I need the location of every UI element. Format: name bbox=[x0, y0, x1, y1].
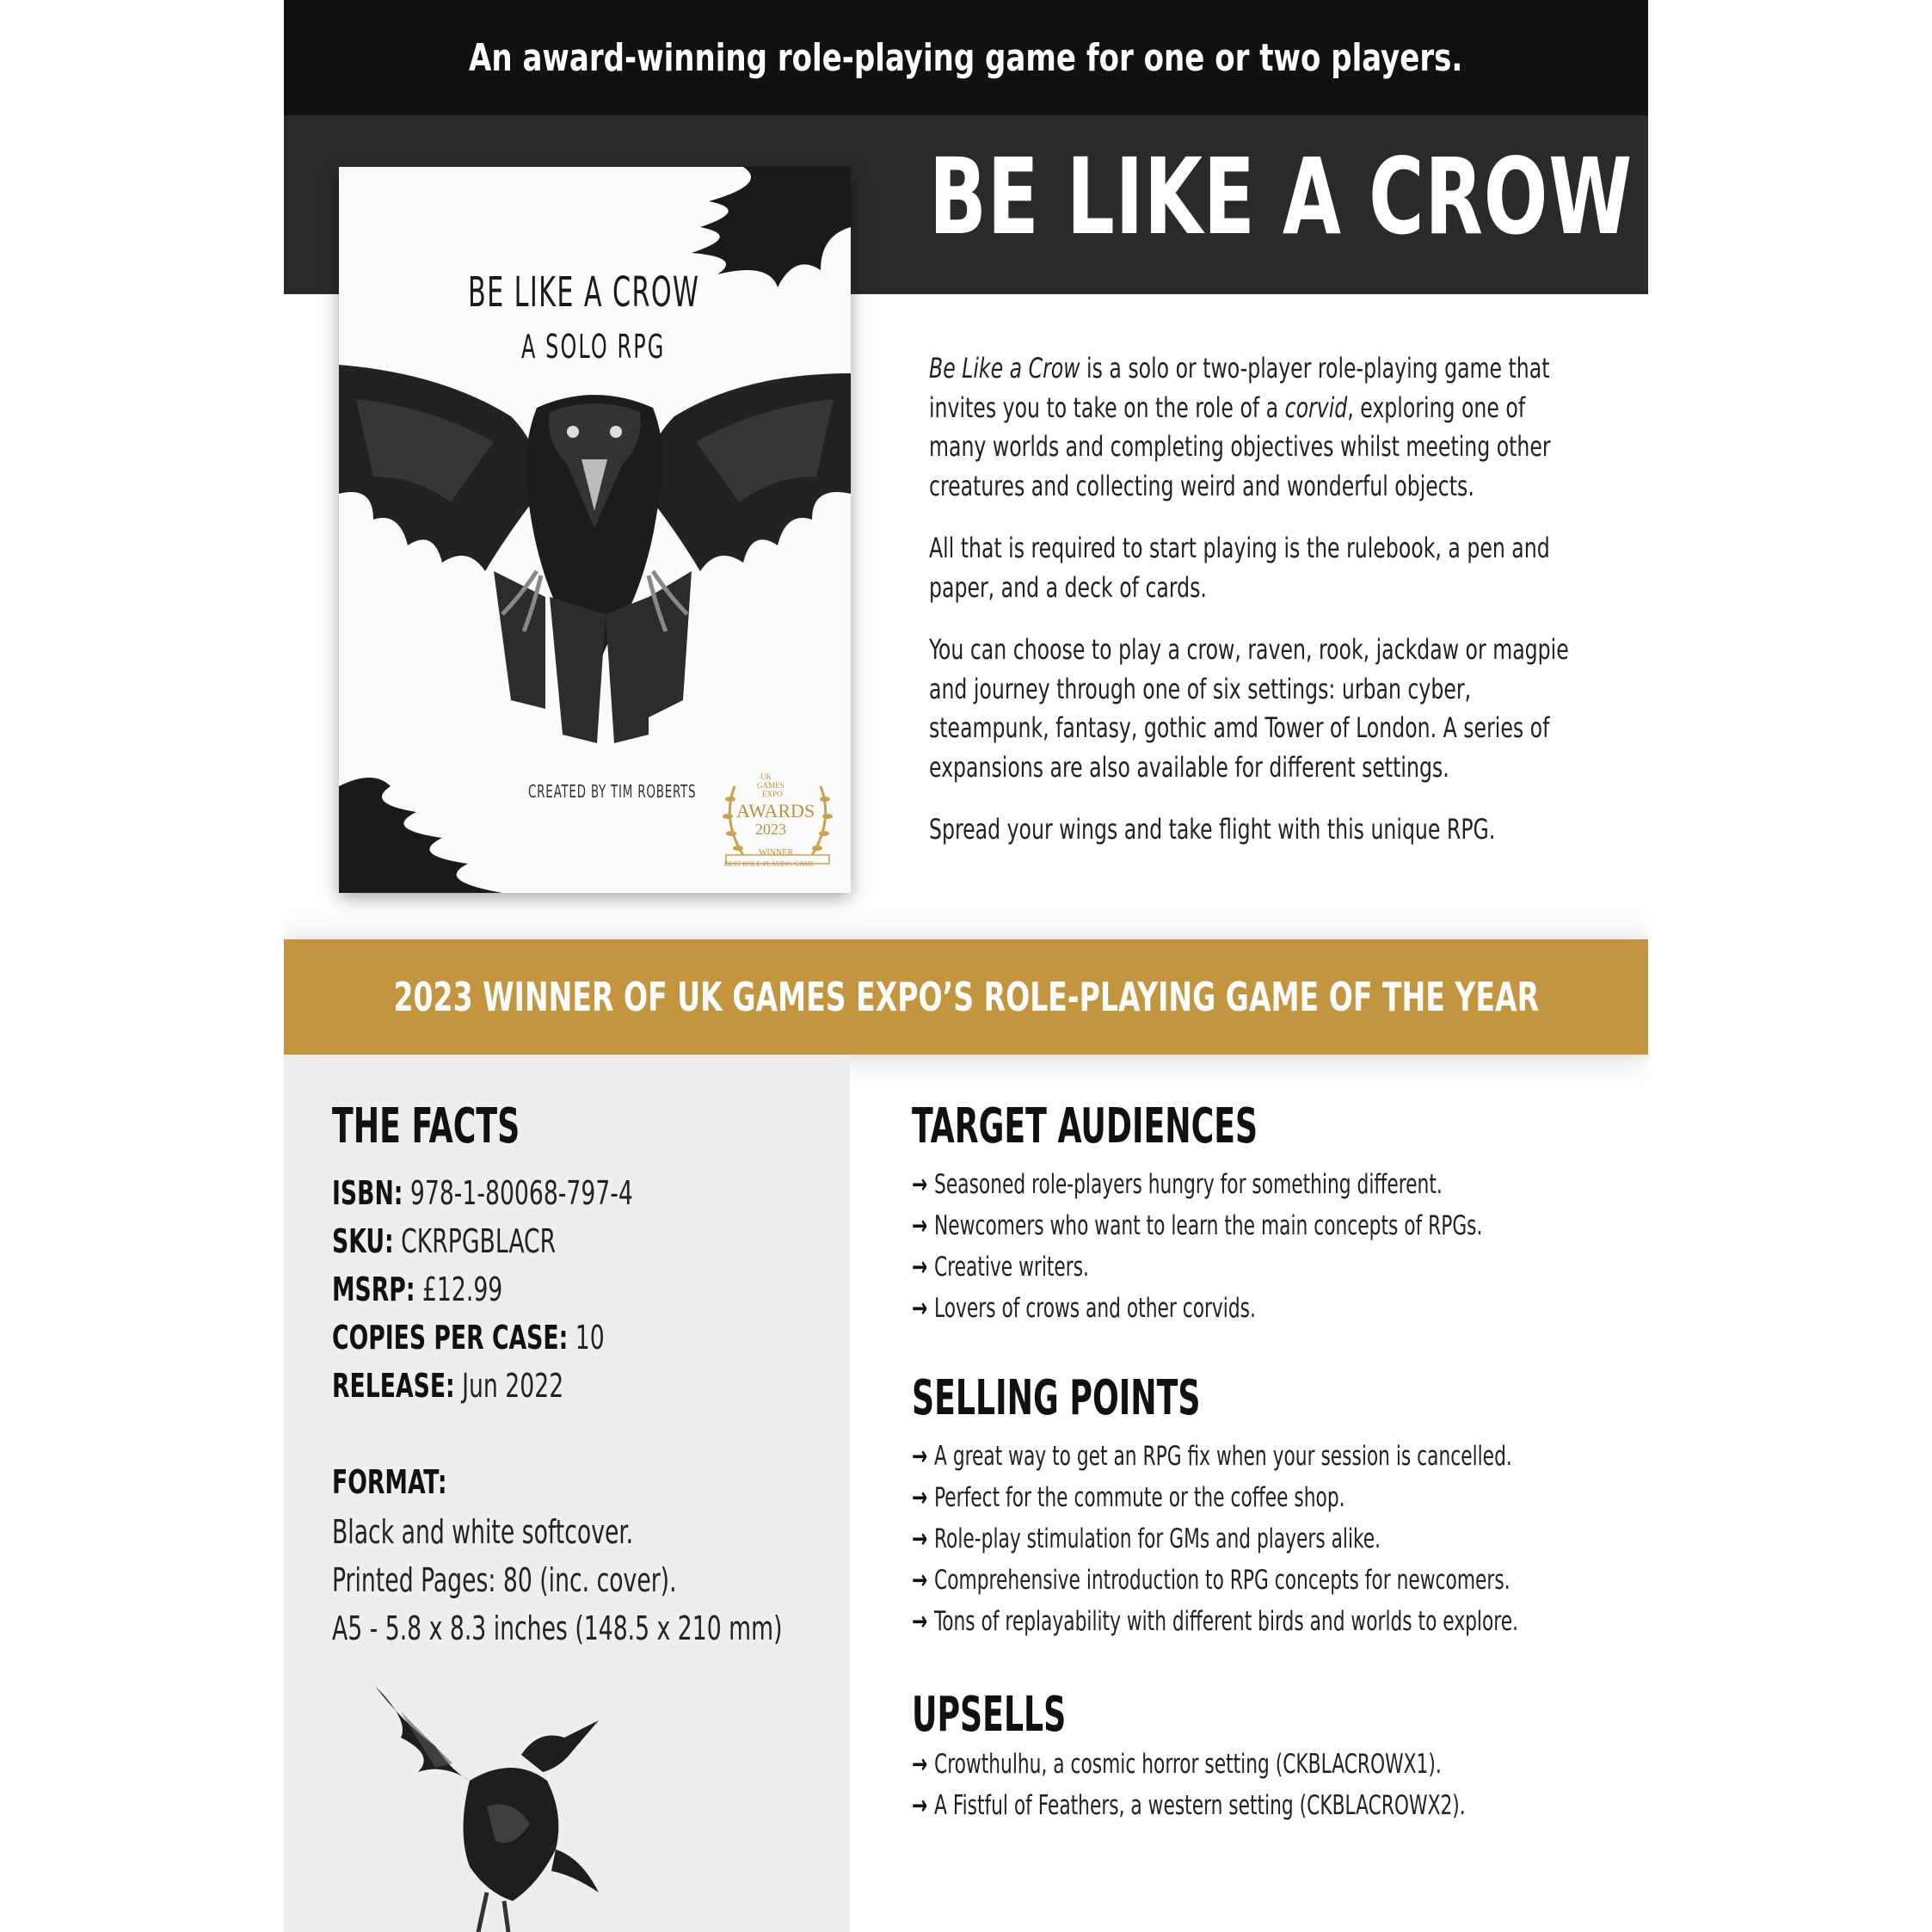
description bbox=[929, 349, 1583, 873]
fact-value: 978-1-80068-797-4 bbox=[403, 1174, 633, 1212]
award-line-awards: AWARDS bbox=[736, 800, 815, 821]
tagline: An award-winning role-playing game for one or two players. bbox=[469, 35, 1463, 80]
format-line: Printed Pages: 80 (inc. cover). bbox=[332, 1561, 677, 1599]
list-item bbox=[912, 1169, 1443, 1200]
cover-title: BE LIKE A CROW bbox=[468, 268, 700, 317]
list-item-text: A Fistful of Feathers, a western setting (CKBLACROWX2). bbox=[934, 1790, 1466, 1821]
award-category: BEST ROLE-PLAYING GAME bbox=[724, 860, 815, 868]
format-line: Black and white softcover. bbox=[332, 1513, 634, 1551]
arrow-icon: → bbox=[912, 1169, 928, 1200]
corvid-italic: corvid bbox=[1284, 391, 1348, 424]
award-seal bbox=[717, 769, 838, 877]
award-line-expo: EXPO bbox=[762, 790, 783, 798]
arrow-icon: → bbox=[912, 1210, 928, 1241]
list-item-text: Perfect for the commute or the coffee shop. bbox=[934, 1482, 1345, 1513]
fact-isbn bbox=[332, 1174, 633, 1212]
arrow-icon: → bbox=[912, 1523, 928, 1554]
description-paragraph-1 bbox=[929, 349, 1583, 506]
list-item bbox=[912, 1210, 1483, 1241]
list-item bbox=[912, 1606, 1518, 1637]
arrow-icon: → bbox=[912, 1482, 928, 1513]
description-paragraph-2: All that is required to start playing is the rulebook, a pen and paper, and a deck of cards. bbox=[929, 532, 1550, 604]
fact-release bbox=[332, 1367, 564, 1405]
arrow-icon: → bbox=[912, 1749, 928, 1780]
page-title: BE LIKE A CROW bbox=[929, 136, 1633, 258]
arrow-icon: → bbox=[912, 1565, 928, 1596]
arrow-icon: → bbox=[912, 1441, 928, 1472]
list-item-text: Seasoned role-players hungry for something different. bbox=[934, 1169, 1443, 1200]
award-line-uk: UK bbox=[760, 772, 772, 781]
fact-label: MSRP: bbox=[332, 1271, 415, 1308]
list-item-text: Tons of replayability with different birds and worlds to explore. bbox=[934, 1606, 1518, 1637]
fact-label: ISBN: bbox=[332, 1174, 403, 1212]
arrow-icon: → bbox=[912, 1790, 928, 1821]
fact-value: 10 bbox=[568, 1319, 605, 1357]
award-year: 2023 bbox=[755, 821, 786, 838]
list-item bbox=[912, 1567, 1511, 1594]
list-item-text: Lovers of crows and other corvids. bbox=[934, 1293, 1256, 1324]
fact-sku bbox=[332, 1222, 557, 1260]
list-item bbox=[912, 1254, 1089, 1281]
facts-heading: THE FACTS bbox=[332, 1098, 520, 1154]
fact-msrp bbox=[332, 1273, 502, 1306]
list-item bbox=[912, 1790, 1466, 1821]
list-item-text: Crowthulhu, a cosmic horror setting (CKBLACROWX1). bbox=[934, 1749, 1442, 1780]
fact-label: SKU: bbox=[332, 1222, 394, 1260]
fact-value: £12.99 bbox=[415, 1271, 503, 1308]
sell-sheet-page bbox=[284, 0, 1648, 1932]
small-crow-illustration bbox=[366, 1686, 625, 1932]
list-item bbox=[912, 1523, 1381, 1554]
list-item-text: A great way to get an RPG fix when your session is cancelled. bbox=[934, 1441, 1512, 1472]
format-label-text: FORMAT: bbox=[332, 1463, 447, 1501]
award-banner-text: 2023 WINNER OF UK GAMES EXPO’S ROLE-PLAYING GAME OF THE YEAR bbox=[393, 974, 1539, 1020]
list-item-text: Creative writers. bbox=[934, 1252, 1089, 1283]
description-text: , exploring one of many worlds and completing objectives whilst meeting other creatures and collecting weird and wonderful objects. bbox=[929, 391, 1551, 502]
list-item-text: Role-play stimulation for GMs and players alike. bbox=[934, 1523, 1381, 1554]
list-item-text: Newcomers who want to learn the main concepts of RPGs. bbox=[934, 1210, 1483, 1241]
format-line: A5 - 5.8 x 8.3 inches (148.5 x 210 mm) bbox=[332, 1609, 783, 1647]
description-paragraph-4: Spread your wings and take flight with this unique RPG. bbox=[929, 813, 1496, 846]
selling-points-heading: SELLING POINTS bbox=[912, 1370, 1201, 1426]
book-cover bbox=[339, 167, 851, 893]
award-banner bbox=[284, 939, 1648, 1055]
award-line-games: GAMES bbox=[757, 781, 784, 790]
list-item bbox=[912, 1443, 1512, 1470]
cover-subtitle: A SOLO RPG bbox=[521, 328, 666, 366]
fact-copies-per-case bbox=[332, 1319, 605, 1357]
target-audiences-heading: TARGET AUDIENCES bbox=[912, 1098, 1258, 1154]
tagline-banner bbox=[284, 0, 1648, 115]
arrow-icon: → bbox=[912, 1606, 928, 1637]
fact-label: RELEASE: bbox=[332, 1367, 455, 1405]
arrow-icon: → bbox=[912, 1293, 928, 1324]
list-item bbox=[912, 1482, 1345, 1513]
game-name-italic: Be Like a Crow bbox=[929, 352, 1080, 385]
upsells-heading: UPSELLS bbox=[912, 1687, 1067, 1743]
list-item bbox=[912, 1751, 1442, 1778]
list-item bbox=[912, 1295, 1256, 1322]
fact-value: CKRPGBLACR bbox=[393, 1222, 557, 1260]
description-text: is a solo or two-player role-playing game that invites you to take on the role of a bbox=[929, 352, 1550, 424]
cover-credit: CREATED BY TIM ROBERTS bbox=[528, 781, 697, 802]
description-paragraph-3: You can choose to play a crow, raven, rook, jackdaw or magpie and journey through one of six settings: urban cyber, steampunk, fantasy, gothic amd Tower of London. A series of expansions are also available for different settings. bbox=[929, 633, 1569, 784]
fact-label: COPIES PER CASE: bbox=[332, 1319, 569, 1357]
arrow-icon: → bbox=[912, 1252, 928, 1283]
format-label bbox=[332, 1463, 447, 1501]
fact-value: Jun 2022 bbox=[454, 1367, 564, 1405]
award-label: WINNER bbox=[759, 848, 793, 858]
list-item-text: Comprehensive introduction to RPG concepts for newcomers. bbox=[934, 1565, 1511, 1596]
